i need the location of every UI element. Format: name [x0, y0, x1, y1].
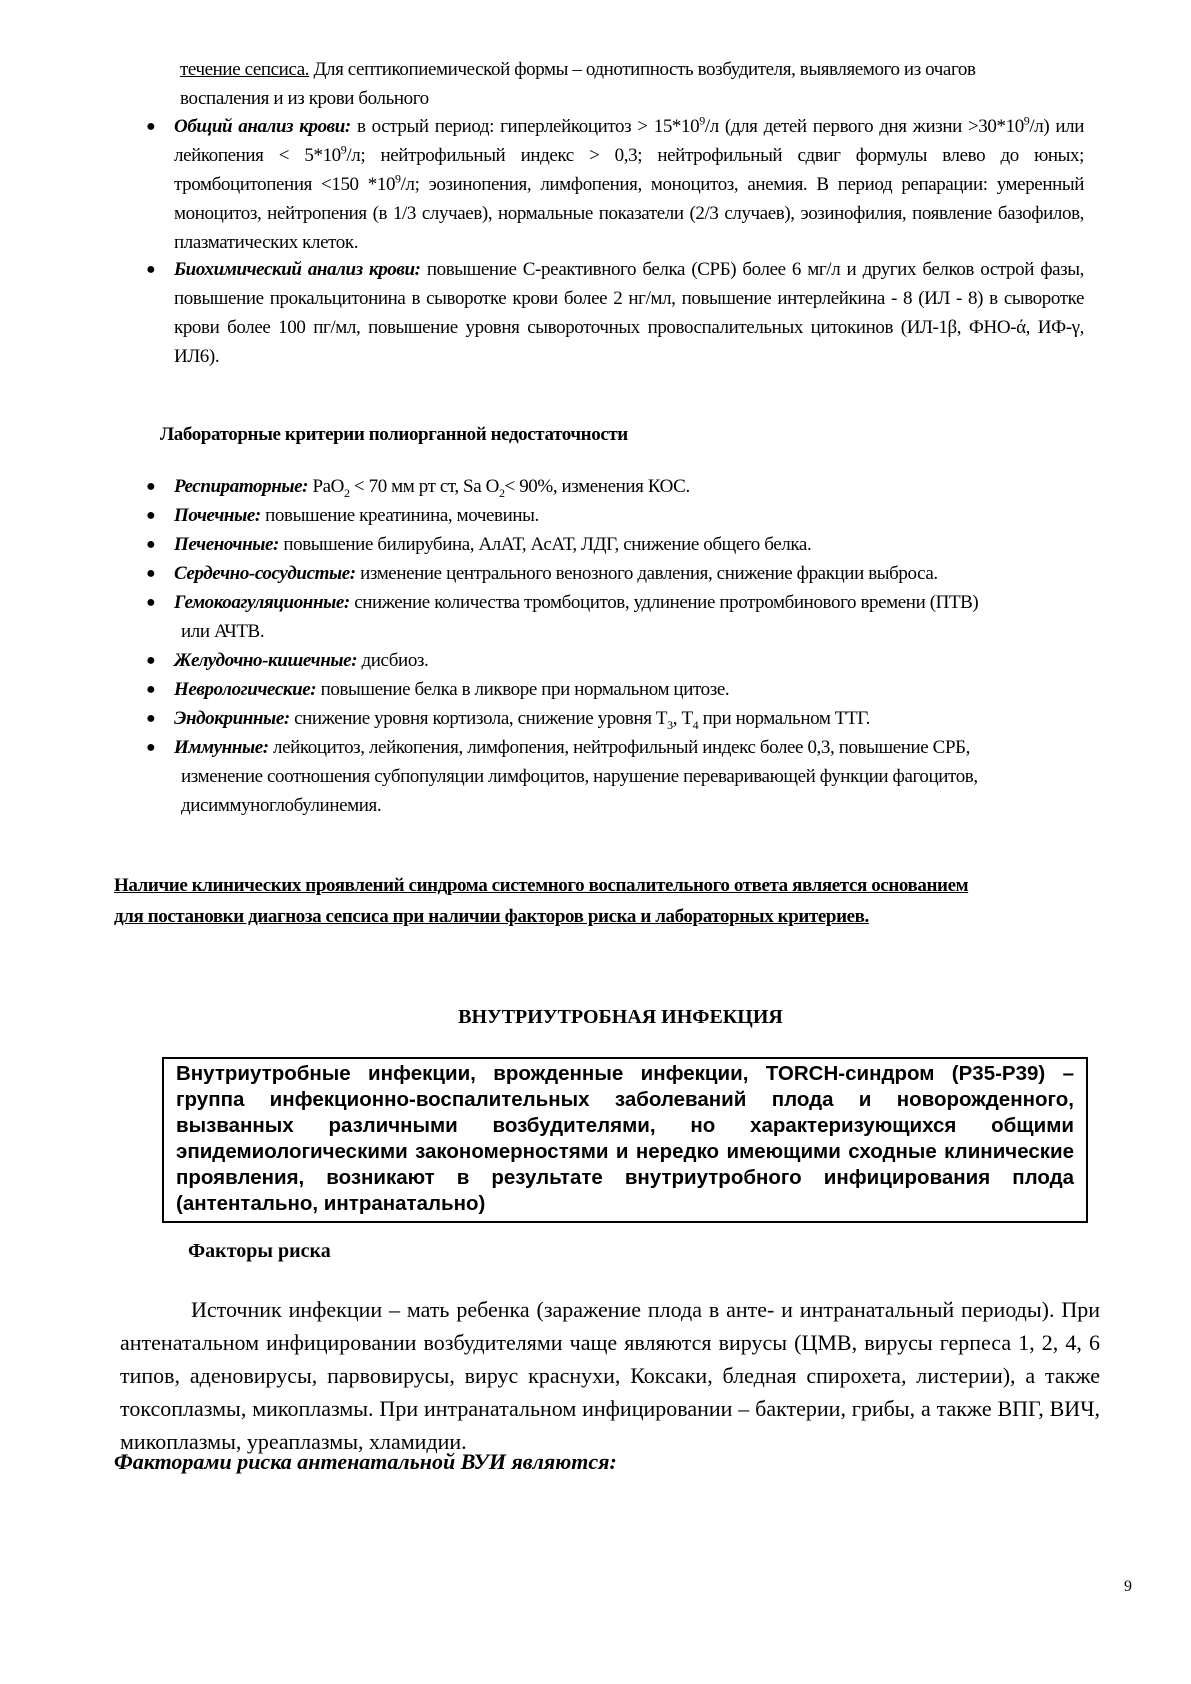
antenatal-risk-heading: Факторами риска антенатальной ВУИ являются:: [114, 1449, 617, 1474]
list-item: Желудочно-кишечные: дисбиоз.: [174, 650, 429, 671]
bullet-icon: ●: [146, 507, 156, 524]
bullet-icon: ●: [146, 681, 156, 698]
bullet-icon: ●: [146, 565, 156, 582]
list-item: Эндокринные: снижение уровня кортизола, снижение уровня $Т_3$, $Т_4$ при нормальном ТТГ.: [174, 708, 871, 732]
definition-box: [162, 1057, 1088, 1223]
list-item: Сердечно-сосудистые: изменение центрального венозного давления, снижение фракции выброса.: [174, 563, 938, 584]
sepsis-course-underlined: течение сепсиса.: [180, 59, 310, 80]
bullet-icon: ●: [146, 536, 156, 553]
blood-general-item: Общий анализ крови: в острый период: гиперлейкоцитоз > $15*10^9/л$ (для детей первого дня жизни $>30*10^9/л$) или лейкопения < $5*10^9/л$; нейтрофильный индекс > 0,3; нейтрофильный сдвиг формулы влево до юных; тромбоцитопения <150 $*10^9/л$; эозинопения, лимфопения, моноцитоз, анемия. В период репарации: умеренный моноцитоз, нейтропения (в 1/3 случаев), нормальные показатели (2/3 случаев), эозинофилия, появление базофилов, плазматических клеток.: [174, 113, 1085, 253]
bullet-icon: ●: [146, 478, 156, 495]
page-number: 9: [1124, 1578, 1132, 1595]
sepsis-continuation: течение сепсиса. Для септикопиемической формы – однотипность возбудителя, выявляемого из очагов воспаления и из крови больного: [180, 59, 976, 109]
definition-text: Внутриутробные инфекции, врожденные инфекции, TORCH-синдром (Р35-Р39) – группа инфекционно-воспалительных заболеваний плода и новорожденного, вызванных различными возбудителями, но характеризующихся общими эпидемиологическими закономерностями и нередко имеющими сходные клинические проявления, возникают в результате внутриутробного инфицирования плода (антентально, интранатально): [176, 1062, 1074, 1215]
sepsis-conclusion: Наличие клинических проявлений синдрома системного воспалительного ответа является основанием для постановки диагноза сепсиса при наличии факторов риска и лабораторных критериев.: [114, 875, 969, 927]
bullet-icon: ●: [146, 594, 156, 611]
section-title: ВНУТРИУТРОБНАЯ ИНФЕКЦИЯ: [458, 1006, 783, 1028]
item-label: Биохимический анализ крови:: [174, 259, 421, 280]
bullet-icon: ●: [146, 652, 156, 669]
list-item: Почечные: повышение креатинина, мочевины.: [174, 505, 539, 526]
list-item: Печеночные: повышение билирубина, АлАТ, АсАТ, ЛДГ, снижение общего белка.: [174, 534, 812, 555]
list-item: Неврологические: повышение белка в ликворе при нормальном цитозе.: [174, 679, 730, 700]
bullet-icon: ●: [146, 739, 156, 756]
list-item: Респираторные: PaO$_2$ < 70 мм рт ст, Sa $O_2< 90\%$, изменения КОС.: [174, 476, 690, 500]
list-item: Иммунные: лейкоцитоз, лейкопения, лимфопения, нейтрофильный индекс более 0,3, повышение СРБ, изменение соотношения субпопуляции лимфоцитов, нарушение переваривающей функции фагоцитов, дисиммуноглобулинемия.: [174, 737, 978, 816]
bullet-icon: ●: [146, 118, 156, 135]
bullet-icon: ●: [146, 261, 156, 278]
item-label: Общий анализ крови:: [174, 116, 351, 137]
infection-source-paragraph: Источник инфекции – мать ребенка (заражение плода в анте- и интранатальный периоды). При антенатальном инфицировании возбудителями чаще являются вирусы (ЦМВ, вирусы герпеса 1, 2, 4, 6 типов, аденовирусы, парвовирусы, вирус краснухи, Коксаки, бледная спирохета, листерии), а также токсоплазмы, микоплазмы. При интранатальном инфицировании – бактерии, грибы, а также ВПГ, ВИЧ, микоплазмы, уреаплазмы, хламидии.: [120, 1297, 1100, 1454]
mof-title: Лабораторные критерии полиорганной недостаточности: [160, 424, 628, 445]
risk-factors-title: Факторы риска: [188, 1240, 331, 1262]
list-item: Гемокоагуляционные: снижение количества тромбоцитов, удлинение протромбинового времени (ПТВ) или АЧТВ.: [174, 592, 979, 642]
blood-biochem-item: Биохимический анализ крови: повышение С-реактивного белка (СРБ) более 6 мг/л и других белков острой фазы, повышение прокальцитонина в сыворотке крови более 2 нг/мл, повышение интерлейкина - 8 (ИЛ - 8) в сыворотке крови более 100 пг/мл, повышение уровня сывороточных провоспалительных цитокинов (ИЛ-1β, ФНО-ά, ИФ-γ, ИЛ6).: [174, 259, 1085, 367]
bullet-icon: ●: [146, 710, 156, 727]
